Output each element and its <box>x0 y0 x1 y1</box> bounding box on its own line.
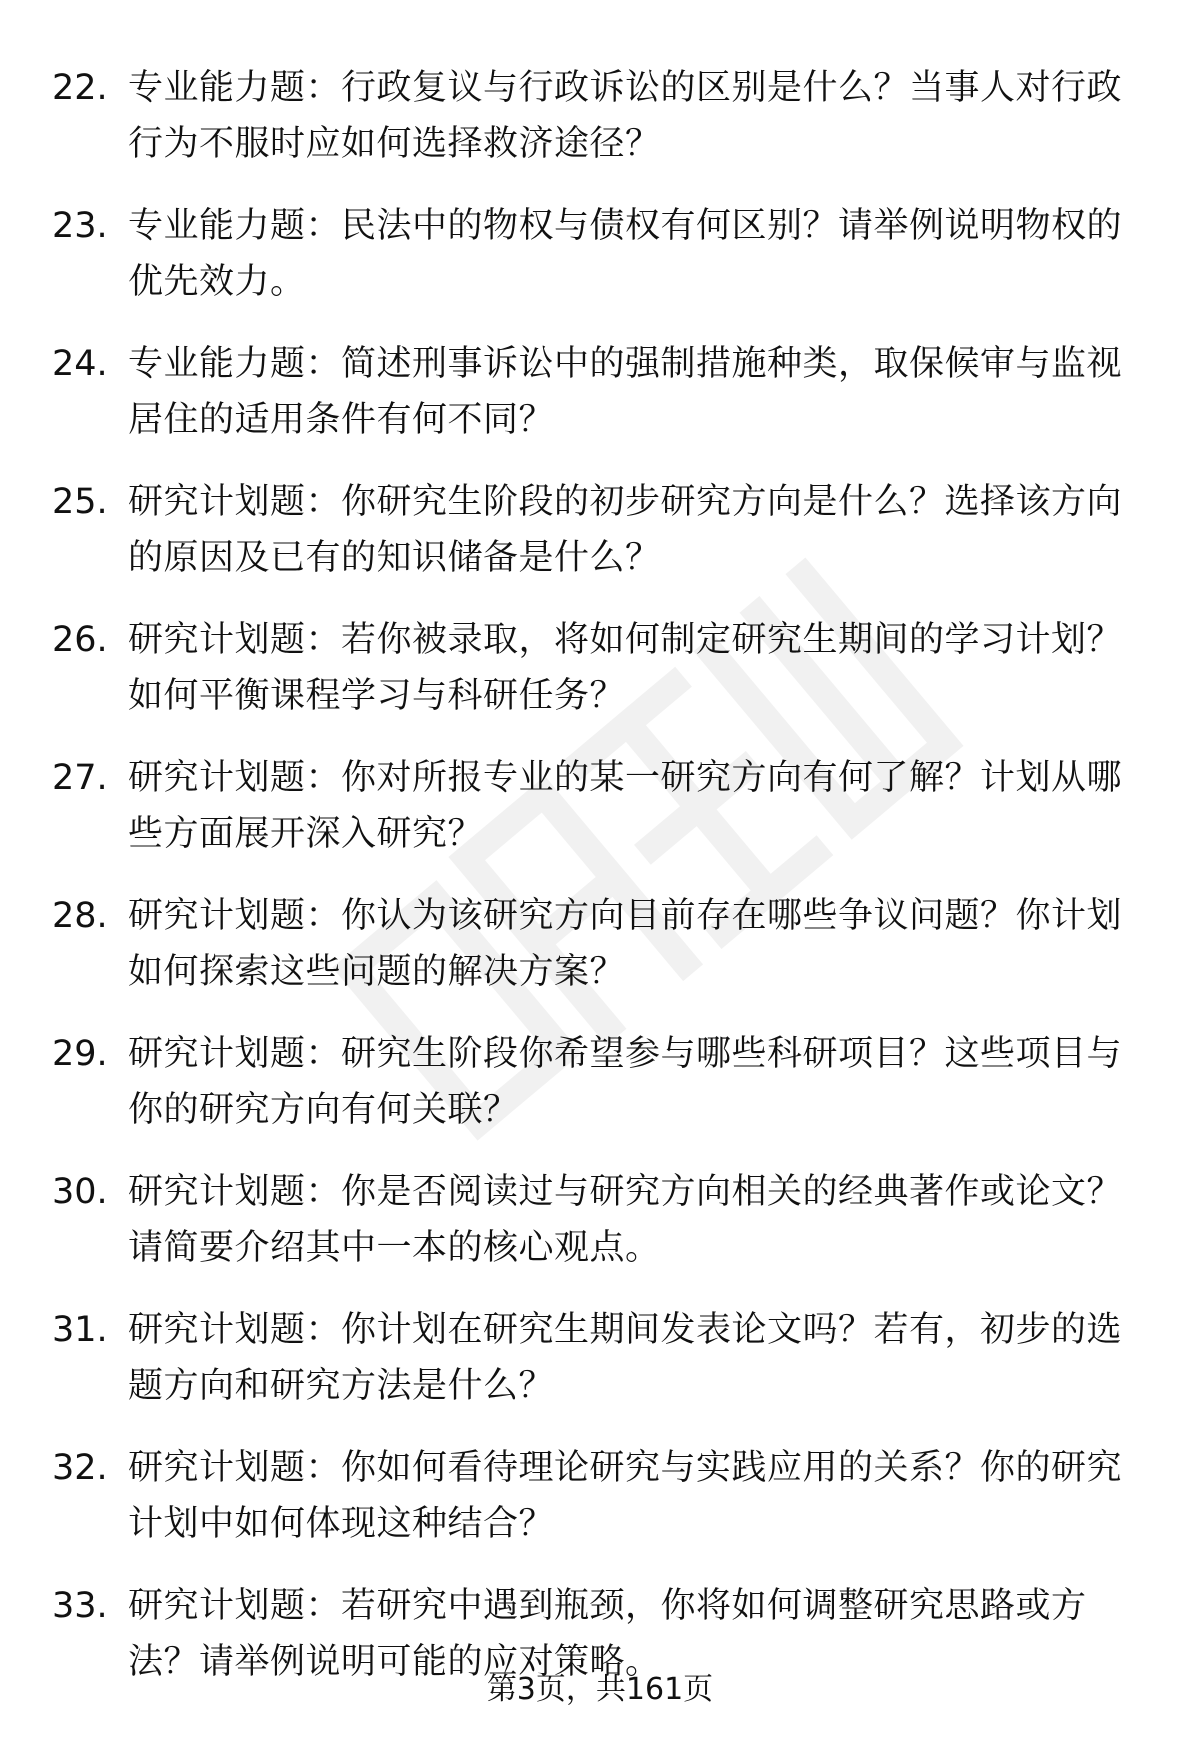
question-number: 29. <box>52 1034 108 1074</box>
question-text: 研究计划题：研究生阶段你希望参与哪些科研项目？这些项目与你的研究方向有何关联？ <box>128 1034 1123 1130</box>
question-text: 专业能力题：简述刑事诉讼中的强制措施种类，取保候审与监视居住的适用条件有何不同？ <box>128 344 1123 440</box>
question-text: 研究计划题：若研究中遇到瓶颈，你将如何调整研究思路或方法？请举例说明可能的应对策略。 <box>128 1586 1087 1682</box>
question-text: 研究计划题：你认为该研究方向目前存在哪些争议问题？你计划如何探索这些问题的解决方案？ <box>128 896 1123 992</box>
question-item <box>52 612 1152 724</box>
question-text: 研究计划题：你是否阅读过与研究方向相关的经典著作或论文？请简要介绍其中一本的核心观点。 <box>128 1172 1123 1268</box>
question-item <box>52 750 1152 862</box>
question-number: 24. <box>52 344 108 384</box>
question-text: 专业能力题：民法中的物权与债权有何区别？请举例说明物权的优先效力。 <box>128 206 1123 302</box>
question-number: 32. <box>52 1448 108 1488</box>
question-text: 研究计划题：你研究生阶段的初步研究方向是什么？选择该方向的原因及已有的知识储备是什么？ <box>128 482 1123 578</box>
question-item <box>52 1302 1152 1414</box>
question-number: 28. <box>52 896 108 936</box>
question-item <box>52 474 1152 586</box>
question-number: 26. <box>52 620 108 660</box>
question-item <box>52 1026 1152 1138</box>
question-item <box>52 888 1152 1000</box>
question-item <box>52 1164 1152 1276</box>
question-item <box>52 336 1152 448</box>
question-text: 研究计划题：你对所报专业的某一研究方向有何了解？计划从哪些方面展开深入研究？ <box>128 758 1123 854</box>
question-number: 22. <box>52 68 108 108</box>
question-item <box>52 1440 1152 1552</box>
question-text: 研究计划题：你计划在研究生期间发表论文吗？若有，初步的选题方向和研究方法是什么？ <box>128 1310 1123 1406</box>
question-number: 25. <box>52 482 108 522</box>
page-number-footer: 第3页，共161页 <box>486 1672 714 1707</box>
question-text: 研究计划题：你如何看待理论研究与实践应用的关系？你的研究计划中如何体现这种结合？ <box>128 1448 1123 1544</box>
question-number: 23. <box>52 206 108 246</box>
question-text: 专业能力题：行政复议与行政诉讼的区别是什么？当事人对行政行为不服时应如何选择救济途径？ <box>128 68 1123 164</box>
question-list <box>52 60 1152 1716</box>
question-item <box>52 60 1152 172</box>
question-text: 研究计划题：若你被录取，将如何制定研究生期间的学习计划？如何平衡课程学习与科研任务？ <box>128 620 1123 716</box>
question-number: 31. <box>52 1310 108 1350</box>
question-number: 33. <box>52 1586 108 1626</box>
question-item <box>52 198 1152 310</box>
question-number: 30. <box>52 1172 108 1212</box>
question-number: 27. <box>52 758 108 798</box>
